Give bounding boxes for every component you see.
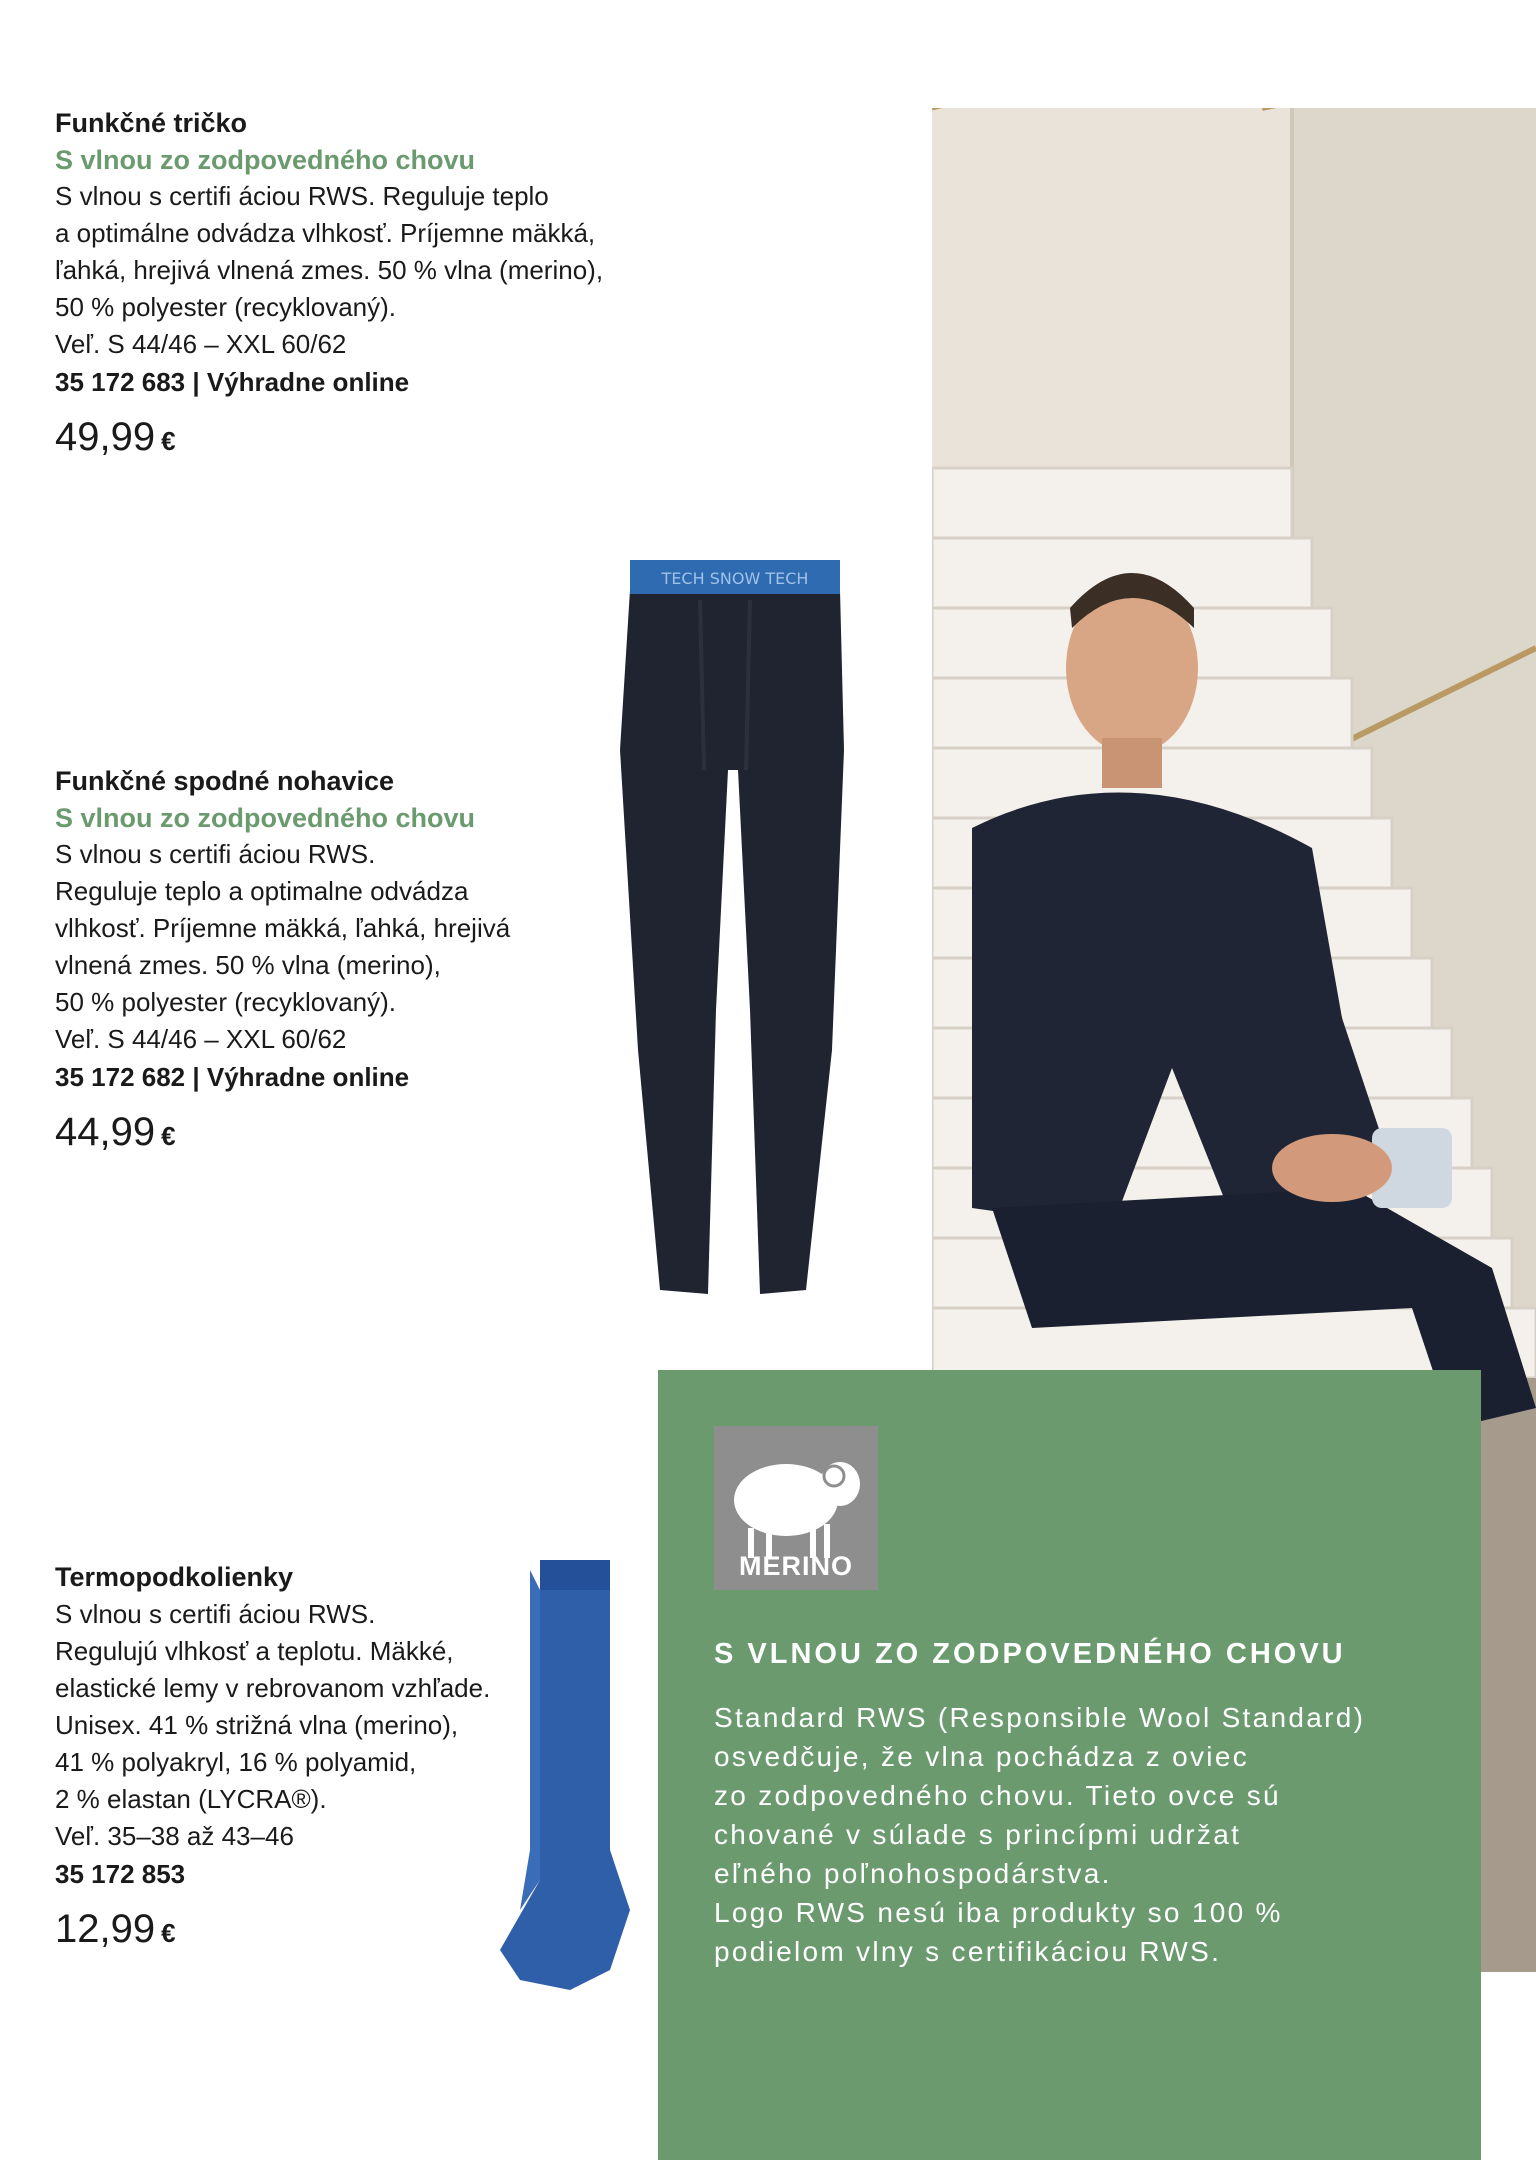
product-description: S vlnou s certifi áciou RWS. Reguluje teplo a optimálne odvádza vlhkosť. Príjemne mäkká, ľahká, hrejivá vlnená zmes. 50 % vlna (merino), 50 % polyester (recyklovaný). Veľ. S 44/46 – XXL 60/62 [55,181,604,359]
sheep-icon [714,1432,878,1562]
merino-logo [714,1426,878,1590]
price-value: 12,99 [55,1907,156,1951]
product-code: 35 172 853 [55,1859,186,1889]
product-price [55,1104,655,1164]
rws-info-box [658,1370,1481,2160]
product-description: S vlnou s certifi áciou RWS. Regulujú vlhkosť a teplotu. Mäkké, elastické lemy v rebrovanom vzhľade. Unisex. 41 % strižná vlna (merino), 41 % polyakryl, 16 % polyamid, 2 % elastan (LYCRA®). Veľ. 35–38 až 43–46 [55,1599,491,1851]
product-description: S vlnou s certifi áciou RWS. Reguluje teplo a optimalne odvádza vlhkosť. Príjemne mäkká, ľahká, hrejivá vlnená zmes. 50 % vlna (merino), 50 % polyester (recyklovaný). Veľ. S 44/46 – XXL 60/62 [55,839,511,1054]
product-subtitle: S vlnou zo zodpovedného chovu [55,145,476,175]
product-functional-shirt [55,104,655,469]
price-value: 49,99 [55,415,156,459]
info-heading: S VLNOU ZO ZODPOVEDNÉHO CHOVU [714,1638,1346,1670]
price-value: 44,99 [55,1110,156,1154]
product-code: 35 172 683 | Výhradne online [55,367,410,397]
product-price [55,409,655,469]
product-title: Termopodkolienky [55,1562,294,1592]
product-title: Funkčné spodné nohavice [55,766,395,796]
price-currency: € [161,1121,176,1151]
merino-logo-label: MERINO [739,1551,853,1581]
product-subtitle: S vlnou zo zodpovedného chovu [55,803,476,833]
product-price [55,1901,655,1961]
pants-waistband-text: TECH SNOW TECH [661,569,809,588]
product-code: 35 172 682 | Výhradne online [55,1062,410,1092]
product-functional-underpants [55,762,655,1164]
info-text: Standard RWS (Responsible Wool Standard) osvedčuje, že vlna pochádza z oviec zo zodpovedného chovu. Tieto ovce sú chované v súlade s princípmi udržat eľného poľnohospodárstva. Logo RWS nesú iba produkty so 100 % podielom vlny s certifikáciou RWS. [714,1702,1366,1967]
price-currency: € [161,1918,176,1948]
product-title: Funkčné tričko [55,108,248,138]
price-currency: € [161,426,176,456]
product-thermal-knee-socks [55,1558,655,1961]
